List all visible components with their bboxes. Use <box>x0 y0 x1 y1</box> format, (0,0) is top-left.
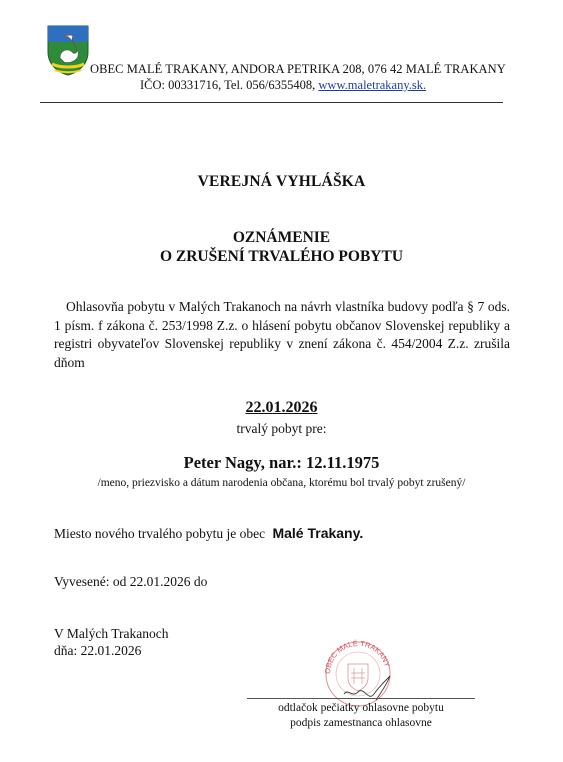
contact-info: IČO: 00331716, Tel. 056/6355408, <box>140 78 319 92</box>
new-residence-label: Miesto nového trvalého pobytu je obec <box>54 526 266 541</box>
notice-heading: OZNÁMENIE <box>232 229 331 246</box>
issue-place: V Malých Trakanoch <box>54 626 169 641</box>
notice-paragraph-text: Ohlasovňa pobytu v Malých Trakanoch na návrh vlastníka budovy podľa § 7 ods. 1 písm. f zákona č. 253/1998 Z.z. o hlásení pobytu občanov Slovenskej republiky a registri obyvateľov Slovenskej republiky v znení zákona č. 454/2004 Z.z. zrušila dňom <box>54 299 510 370</box>
issue-date: dňa: 22.01.2026 <box>54 643 142 658</box>
new-residence-line <box>54 525 363 542</box>
residence-label: trvalý pobyt pre: <box>236 421 327 436</box>
website-link[interactable]: www.maletrakany.sk. <box>318 78 427 92</box>
signature-line <box>247 698 475 699</box>
stamp-caption: odtlačok pečiatky ohlasovne pobytu <box>278 702 444 714</box>
cancellation-date: 22.01.2026 <box>245 399 318 416</box>
person-name-birthdate: Peter Nagy, nar.: 12.11.1975 <box>183 453 380 472</box>
header-divider <box>40 102 503 103</box>
posted-dates: Vyvesené: od 22.01.2026 do <box>54 574 208 589</box>
person-note: /meno, priezvisko a dátum narodenia občana, ktorému bol trvalý pobyt zrušený/ <box>97 477 466 489</box>
contact-line <box>140 78 426 93</box>
stamp-text: OBEC MALÉ TRAKANY <box>322 638 392 675</box>
notice-subheading: O ZRUŠENÍ TRVALÉHO POBYTU <box>159 248 404 265</box>
document-title: VEREJNÁ VYHLÁŠKA <box>197 173 366 190</box>
municipal-crest-logo <box>46 24 90 76</box>
svg-text:OBEC MALÉ TRAKANY <box>323 639 392 674</box>
signature-caption: podpis zamestnanca ohlasovne <box>290 717 432 729</box>
new-residence-value: Malé Trakany. <box>272 525 364 541</box>
notice-paragraph <box>54 298 510 372</box>
official-stamp <box>318 632 398 712</box>
municipality-address: OBEC MALÉ TRAKANY, ANDORA PETRIKA 208, 076 42 MALÉ TRAKANY <box>90 62 506 76</box>
